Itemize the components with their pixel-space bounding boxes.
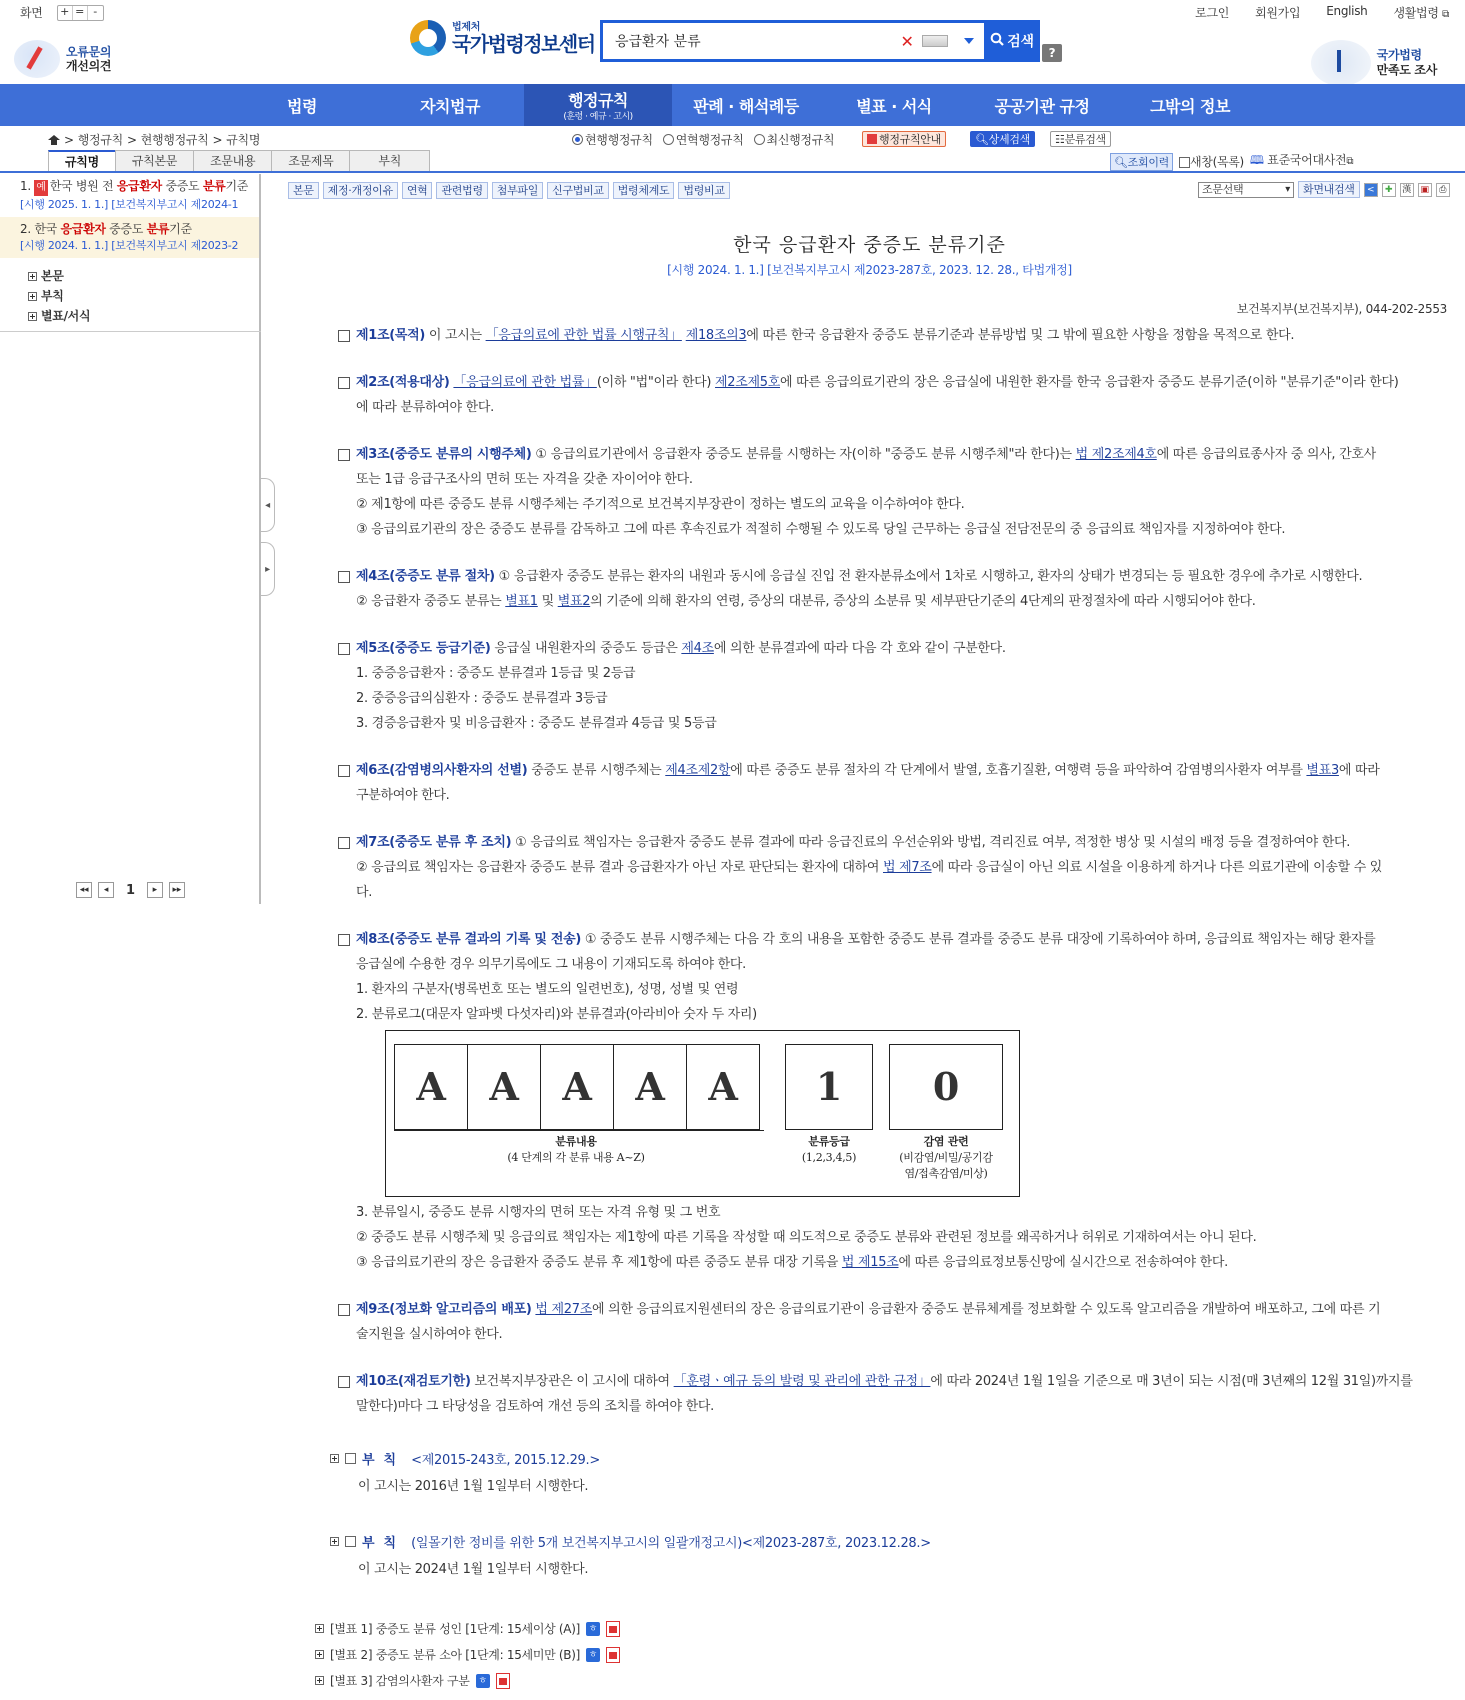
result-meta: [시행 2025. 1. 1.] [보건복지부고시 제2024-1	[20, 198, 239, 211]
breadcrumb-item[interactable]: 행정규칙	[77, 133, 123, 147]
code-letter-box: A	[613, 1044, 687, 1130]
search-icon	[990, 32, 1004, 50]
plus-icon	[28, 312, 37, 321]
law-link[interactable]: 「응급의료에 관한 법률」	[453, 375, 597, 390]
article-title[interactable]: 제4조(중증도 분류 절차)	[356, 569, 495, 584]
next-page-icon[interactable]: ▸	[147, 882, 163, 898]
external-link-icon: ⧉	[1442, 9, 1449, 20]
article-title[interactable]: 제6조(감염병의사환자의 선별)	[356, 763, 528, 778]
hwp-file-icon[interactable]: ㅎ	[586, 1622, 600, 1636]
nav-label: 별표 · 서식	[856, 96, 932, 116]
article-checkbox[interactable]	[338, 571, 350, 583]
toolbar-history-button[interactable]: 연혁	[402, 182, 433, 199]
annex-title[interactable]: [별표 1] 중증도 분류 성인 [1단계: 15세이상 (A)]	[330, 1622, 580, 1636]
article-select[interactable]: 조문선택 ▾	[1198, 182, 1294, 198]
login-link[interactable]: 로그인	[1195, 6, 1230, 20]
articles-list	[338, 323, 1450, 1441]
life-law-link[interactable]	[1393, 4, 1449, 21]
article-1: 제1조(목적) 이 고시는 「응급의료에 관한 법률 시행규칙」 제18조의3에 따른 한국 응급환자 중증도 분류기준과 분류방법 및 그 밖에 필요한 사항을 정함을 목적으로 한다.	[338, 323, 1450, 348]
article-8: 제8조(중증도 분류 결과의 기록 및 전송) ① 중증도 분류 시행주체는 다음 각 호의 내용을 포함한 중증도 분류 결과를 중증도 분류 대장에 기록하여야 하며, 응급의료 책임자는 해당 환자를 응급실에 수용한 경우 의무기록에도 그 내용이 기재되도록 하여야 한다. 1. 환자의 구분자(병록번호 또는 별도의 일련번호), 성명, 성별 및 연령 2. 분류로그(대문자 알파벳 다섯자리)와 분류결과(아라비아 숫자 두 자리) 3. 분류일시, 중증도 분류 시행자의 면허 또는 자격 유형 및 그 번호 ② 중증도 분류 시행주체 및 응급의료 책임자는 제1항에 따른 기록을 작성할 때 의도적으로 중증도 분류와 관련된 정보를 왜곡하거나 허위로 기재하여서는 아니 된다. ③ 응급의료기관의 장은 응급환자 중증도 분류 후 제1항에 따른 중증도 분류 대장 기록을 법 제15조에 따른 응급의료정보통신망에 실시간으로 전송하여야 한다.	[338, 927, 1450, 1275]
breadcrumb-item[interactable]: 규칙명	[226, 133, 261, 147]
law-link[interactable]: 제2조제5호	[715, 375, 781, 390]
tab-article-title[interactable]: 조문제목	[271, 150, 350, 172]
nav-local-laws[interactable]	[376, 84, 524, 126]
tab-addenda[interactable]: 부칙	[349, 150, 430, 172]
book-icon	[867, 134, 877, 144]
tree-item-tables[interactable]: 별표/서식	[28, 306, 90, 326]
utility-links	[1195, 4, 1449, 21]
result-item[interactable]: 1. 예 한국 병원 전 응급환자 중증도 분류기준 [시행 2025. 1. 1.] [보건복지부고시 제2024-1	[20, 179, 249, 211]
dictionary-icon: 🕮	[1249, 153, 1264, 167]
toolbar-compare-button[interactable]: 신구법비교	[547, 182, 609, 199]
article-checkbox[interactable]	[338, 765, 350, 777]
zoom-reset-button[interactable]: =	[73, 6, 88, 20]
annex-item	[315, 1620, 620, 1637]
content-toolbar	[288, 182, 730, 199]
screen-zoom-controls	[20, 4, 104, 21]
logo-icon	[410, 20, 446, 56]
tab-rule-name[interactable]: 규칙명	[48, 150, 116, 172]
article-checkbox[interactable]	[338, 449, 350, 461]
code-letter-box: A	[394, 1044, 468, 1130]
nav-other-info[interactable]	[1116, 84, 1264, 126]
article-4: 제4조(중증도 분류 절차) ① 응급환자 중증도 분류는 환자의 내원과 동시에 응급실 진입 전 환자분류소에서 1차로 시행하고, 환자의 상태가 변경되는 등 필요한 경우에 추가로 시행한다. ② 응급환자 중증도 분류는 별표1 및 별표2의 기준에 의해 환자의 연령, 증상의 대분류, 증상의 소분류 및 세부판단기준의 4단계의 판정절차에 따라 시행되어야 한다.	[338, 564, 1450, 614]
law-link[interactable]: 제18조의3	[685, 328, 747, 343]
article-checkbox[interactable]	[338, 330, 350, 342]
plus-icon[interactable]	[330, 1537, 339, 1546]
current-page[interactable]: 1	[126, 882, 135, 898]
code-letter-box: A	[467, 1044, 541, 1130]
table-link[interactable]: 별표1	[505, 594, 538, 609]
article-title[interactable]: 제5조(중증도 등급기준)	[356, 641, 491, 656]
expand-right-icon[interactable]: ▸	[261, 542, 275, 596]
detail-search-button[interactable]: 🔍︎ 상세검색	[970, 131, 1035, 147]
nav-precedents[interactable]	[672, 84, 820, 126]
life-law-label: 생활법령	[1393, 6, 1439, 20]
addendum-meta: (일몰기한 정비를 위한 5개 보건복지부고시의 일괄개정고시)<제2023-287호, 2023.12.28.>	[411, 1536, 931, 1551]
article-title[interactable]: 제3조(중증도 분류의 시행주체)	[356, 447, 532, 462]
document-meta: [시행 2024. 1. 1.] [보건복지부고시 제2023-287호, 2023. 12. 28., 타법개정]	[667, 263, 1072, 277]
home-icon[interactable]	[48, 135, 60, 145]
nav-label: 자치법규	[420, 96, 480, 116]
pdf-file-icon[interactable]	[606, 1647, 620, 1663]
content-toolbar-right	[1198, 181, 1450, 198]
classification-code-figure	[385, 1030, 1020, 1197]
site-logo[interactable]	[410, 20, 595, 56]
view-history-button[interactable]: 🔍︎조회이력	[1110, 153, 1173, 171]
pdf-file-icon[interactable]	[606, 1621, 620, 1637]
screen-label: 화면	[20, 6, 43, 20]
law-link[interactable]: 법 제27조	[535, 1302, 592, 1317]
rule-type-radios	[572, 131, 834, 148]
article-title[interactable]: 제8조(중증도 분류 결과의 기록 및 전송)	[356, 932, 582, 947]
hwp-file-icon[interactable]: ㅎ	[476, 1674, 490, 1688]
logo-big-text: 국가법령정보센터	[452, 31, 595, 56]
article-checkbox[interactable]	[338, 1304, 350, 1316]
print-icon[interactable]: ⎙	[1436, 183, 1450, 197]
divider	[0, 331, 261, 332]
document-title: 한국 응급환자 중증도 분류기준	[733, 234, 1006, 256]
addendum-checkbox[interactable]	[345, 1453, 356, 1464]
annex-item	[315, 1646, 620, 1663]
tab-article-content[interactable]: 조문내용	[193, 150, 272, 172]
tree-item-addenda[interactable]: 부칙	[28, 286, 90, 306]
addendum-header	[330, 1532, 931, 1551]
grade-box: 1	[785, 1044, 873, 1130]
divider	[394, 1130, 764, 1131]
annex-title[interactable]: [별표 2] 중증도 분류 소아 [1단계: 15세미만 (B)]	[330, 1648, 580, 1662]
zoom-out-button[interactable]: -	[93, 4, 97, 18]
search-in-page-button[interactable]: 화면내검색	[1298, 181, 1360, 198]
article-title[interactable]: 제9조(정보화 알고리즘의 배포)	[356, 1302, 532, 1317]
search-input[interactable]	[603, 23, 898, 59]
nav-label: 판례 · 해석례등	[693, 96, 799, 116]
feedback-icon	[14, 40, 60, 78]
radio-current[interactable]: 현행행정규칙	[572, 131, 653, 148]
code-letter-boxes	[394, 1044, 759, 1130]
logo-small-text: 법제처	[452, 21, 481, 33]
annex-title[interactable]: [별표 3] 감염의사환자 구분	[330, 1674, 470, 1688]
law-link[interactable]: 법 제7조	[882, 860, 932, 875]
search-bar	[600, 20, 1040, 62]
virtual-keyboard-icon[interactable]	[922, 35, 948, 47]
admin-rule-guide-button[interactable]: 행정규칙안내	[862, 131, 946, 147]
law-link[interactable]: 「응급의료에 관한 법률 시행규칙」	[485, 328, 682, 343]
pagination	[76, 882, 185, 898]
bookmark-icon[interactable]: ✚	[1382, 183, 1396, 197]
survey-banner[interactable]	[1311, 40, 1437, 86]
article-checkbox[interactable]	[338, 643, 350, 655]
result-item-selected[interactable]: 2. 한국 응급환자 중증도 분류기준 [시행 2024. 1. 1.] [보건복지부고시 제2023-2	[0, 217, 259, 258]
nav-label: 공공기관 규정	[994, 96, 1090, 116]
addendum-body: 이 고시는 2016년 1월 1일부터 시행한다.	[358, 1479, 589, 1494]
join-link[interactable]: 회원가입	[1255, 6, 1301, 20]
article-checkbox[interactable]	[338, 377, 350, 389]
last-page-icon[interactable]: ▸▸	[169, 882, 185, 898]
addendum-title[interactable]: 부칙	[362, 1536, 406, 1551]
article-checkbox[interactable]	[338, 1376, 350, 1388]
article-checkbox[interactable]	[338, 934, 350, 946]
article-2: 제2조(적용대상) 「응급의료에 관한 법률」(이하 "법"이라 한다) 제2조제5호에 따른 응급의료기관의 장은 응급실에 내원한 환자를 한국 응급환자 중증도 분류기준(이하 "분류기준"이라 한다) 에 따라 분류하여야 한다.	[338, 370, 1450, 420]
article-title[interactable]: 제7조(중증도 분류 후 조치)	[356, 835, 512, 850]
share-icon[interactable]: <	[1364, 183, 1378, 197]
department-contact: 보건복지부(보건복지부), 044-202-2553	[1236, 302, 1447, 316]
article-link[interactable]: 제4조	[681, 641, 714, 656]
nav-label: 그밖의 정보	[1150, 96, 1230, 116]
article-10: 제10조(재검토기한) 보건복지부장관은 이 고시에 대하여 「훈령ㆍ예규 등의 발령 및 관리에 관한 규정」에 따라 2024년 1월 1일을 기준으로 매 3년이 되는 시점(매 3년째의 12월 31일)까지를 말한다)마다 그 타당성을 검토하여 개선 등의 조치를 하여야 한다.	[338, 1369, 1450, 1419]
code-letter-box: A	[686, 1044, 760, 1130]
nav-admin-rules[interactable]	[524, 84, 672, 126]
pdf-file-icon[interactable]	[496, 1673, 510, 1689]
toolbar-related-button[interactable]: 관련법령	[436, 182, 487, 199]
addendum-body: 이 고시는 2024년 1월 1일부터 시행한다.	[358, 1562, 589, 1577]
article-9: 제9조(정보화 알고리즘의 배포) 법 제27조에 의한 응급의료지원센터의 장은 응급의료기관이 응급환자 중증도 분류체계를 정보화할 수 있도록 알고리즘을 개발하여 배포하고, 그에 따른 기 술지원을 실시하여야 한다.	[338, 1297, 1450, 1347]
tree-item-body[interactable]: 본문	[28, 266, 90, 286]
nav-label: 법령	[287, 96, 317, 116]
error-report-banner[interactable]	[14, 40, 111, 78]
prev-page-icon[interactable]: ◂	[98, 882, 114, 898]
toolbar-attach-button[interactable]: 첨부파일	[492, 182, 543, 199]
addendum-title[interactable]: 부칙	[362, 1453, 406, 1468]
toolbar-body-button[interactable]: 본문	[288, 182, 319, 199]
article-checkbox[interactable]	[338, 837, 350, 849]
banner-line2: 개선의견	[66, 59, 112, 73]
plus-icon[interactable]	[330, 1454, 339, 1463]
figure-caption: 분류내용 (4 단계의 각 분류 내용 A~Z)	[507, 1135, 645, 1164]
article-5: 제5조(중증도 등급기준) 응급실 내원환자의 중증도 등급은 제4조에 의한 분류결과에 따라 다음 각 호와 같이 구분한다. 1. 중증응급환자 : 중증도 분류결과 1등급 및 2등급 2. 중증응급의심환자 : 중증도 분류결과 3등급 3. 경증응급환자 및 비응급환자 : 중증도 분류결과 4등급 및 5등급	[338, 636, 1450, 736]
infection-box: 0	[889, 1044, 1003, 1130]
plus-icon[interactable]	[315, 1650, 324, 1659]
law-link[interactable]: 법 제2조제4호	[1075, 447, 1157, 462]
nav-laws[interactable]	[228, 84, 376, 126]
article-title[interactable]: 제10조(재검토기한)	[356, 1374, 471, 1389]
survey-line1: 국가법령	[1376, 48, 1422, 62]
regulation-link[interactable]: 「훈령ㆍ예규 등의 발령 및 관리에 관한 규정」	[673, 1374, 931, 1389]
figure-caption: 분류등급 (1,2,3,4,5)	[801, 1135, 857, 1164]
save-icon[interactable]: ▣	[1418, 183, 1432, 197]
tree-icon: ☷	[1055, 132, 1065, 146]
addendum-checkbox[interactable]	[345, 1536, 356, 1547]
revision-badge: 예	[34, 180, 47, 196]
nav-tables-forms[interactable]	[820, 84, 968, 126]
survey-line2: 만족도 조사	[1376, 63, 1437, 77]
hanja-icon[interactable]: 漢	[1400, 183, 1414, 197]
tab-divider	[0, 171, 1465, 173]
main-navigation	[0, 84, 1465, 126]
toolbar-system-button[interactable]: 법령체계도	[613, 182, 675, 199]
tab-rule-body[interactable]: 규칙본문	[115, 150, 194, 172]
search-button-label: 검색	[1007, 34, 1034, 50]
addendum-header	[330, 1449, 600, 1468]
view-options	[1110, 151, 1353, 172]
nav-public-rules[interactable]	[968, 84, 1116, 126]
article-title[interactable]: 제1조(목적)	[356, 328, 426, 343]
dictionary-link[interactable]: 🕮 표준국어대사전⧉	[1249, 153, 1354, 167]
result-meta: [시행 2024. 1. 1.] [보건복지부고시 제2023-2	[20, 239, 239, 252]
radio-latest[interactable]: 최신행정규칙	[754, 131, 835, 148]
article-link[interactable]: 제4조제2항	[665, 763, 731, 778]
figure-caption: 감염 관련 (비감염/비밀/공기감 염/접촉감염/미상)	[899, 1135, 993, 1180]
table-link[interactable]: 별표3	[1306, 763, 1339, 778]
code-letter-box: A	[540, 1044, 614, 1130]
search-button[interactable]	[984, 20, 1040, 62]
addendum-meta: <제2015-243호, 2015.12.29.>	[411, 1453, 600, 1468]
survey-icon	[1311, 40, 1371, 86]
law-link[interactable]: 법 제15조	[841, 1255, 899, 1270]
table-link[interactable]: 별표2	[557, 594, 591, 609]
radio-history[interactable]: 연혁행정규칙	[663, 131, 744, 148]
banner-line1: 오류문의	[66, 45, 112, 59]
classify-search-button[interactable]: ☷ 분류검색	[1050, 131, 1111, 147]
toolbar-law-compare-button[interactable]: 법령비교	[678, 182, 729, 199]
hwp-file-icon[interactable]: ㅎ	[586, 1648, 600, 1662]
breadcrumb: > 행정규칙 > 현행행정규칙 > 규칙명	[48, 131, 260, 148]
collapse-left-icon[interactable]: ◂	[261, 478, 275, 532]
english-link[interactable]: English	[1326, 4, 1368, 18]
annex-item	[315, 1672, 510, 1689]
nav-sublabel: (훈령 · 예규 · 고시)	[563, 112, 633, 122]
plus-icon	[28, 292, 37, 301]
article-6: 제6조(감염병의사환자의 선별) 중증도 분류 시행주체는 제4조제2항에 따른 중증도 분류 절차의 각 단계에서 발열, 호흡기질환, 여행력 등을 파악하여 감염병의사환자 여부를 별표3에 따라 구분하여야 한다.	[338, 758, 1450, 808]
external-link-icon: ⧉	[1346, 156, 1354, 167]
clear-search-icon[interactable]: ✕	[900, 31, 914, 51]
article-3: 제3조(중증도 분류의 시행주체) ① 응급의료기관에서 응급환자 중증도 분류를 시행하는 자(이하 "중증도 분류 시행주체"라 한다)는 법 제2조제4호에 따른 응급의료종사자 중 의사, 간호사 또는 1급 응급구조사의 면허 또는 자격을 갖춘 자이어야 한다. ② 제1항에 따른 중증도 분류 시행주체는 주기적으로 보건복지부장관이 정하는 별도의 교육을 이수하여야 한다. ③ 응급의료기관의 장은 중증도 분류를 감독하고 그에 따른 후속진료가 적절히 수행될 수 있도록 당일 근무하는 응급실 전담전문의 중 응급의료 책임자를 지정하여야 한다.	[338, 442, 1450, 542]
new-window-checkbox[interactable]: 새창(목록)	[1179, 153, 1244, 170]
zoom-in-button[interactable]: +	[58, 6, 73, 20]
first-page-icon[interactable]: ◂◂	[76, 882, 92, 898]
toolbar-reason-button[interactable]: 제정·개정이유	[323, 182, 398, 199]
search-icon: 🔍︎	[975, 132, 989, 146]
plus-icon[interactable]	[315, 1624, 324, 1633]
article-title[interactable]: 제2조(적용대상)	[356, 375, 450, 390]
search-scope-tabs	[48, 150, 429, 172]
chevron-down-icon[interactable]	[964, 38, 974, 44]
article-7: 제7조(중증도 분류 후 조치) ① 응급의료 책임자는 응급환자 중증도 분류 결과에 따라 응급진료의 우선순위와 방법, 격리진료 여부, 적정한 병상 및 시설의 배정 등을 결정하여야 한다. ② 응급의료 책임자는 응급환자 중증도 분류 결과 응급환자가 아닌 자로 판단되는 환자에 대하여 법 제7조에 따라 응급실이 아닌 의료 시설을 이용하게 하거나 다른 의료기관에 이송할 수 있 다.	[338, 830, 1450, 905]
plus-icon[interactable]	[315, 1676, 324, 1685]
help-button[interactable]: ?	[1042, 44, 1062, 62]
breadcrumb-item[interactable]: 현행행정규칙	[140, 133, 209, 147]
nav-label: 행정규칙	[568, 91, 628, 110]
